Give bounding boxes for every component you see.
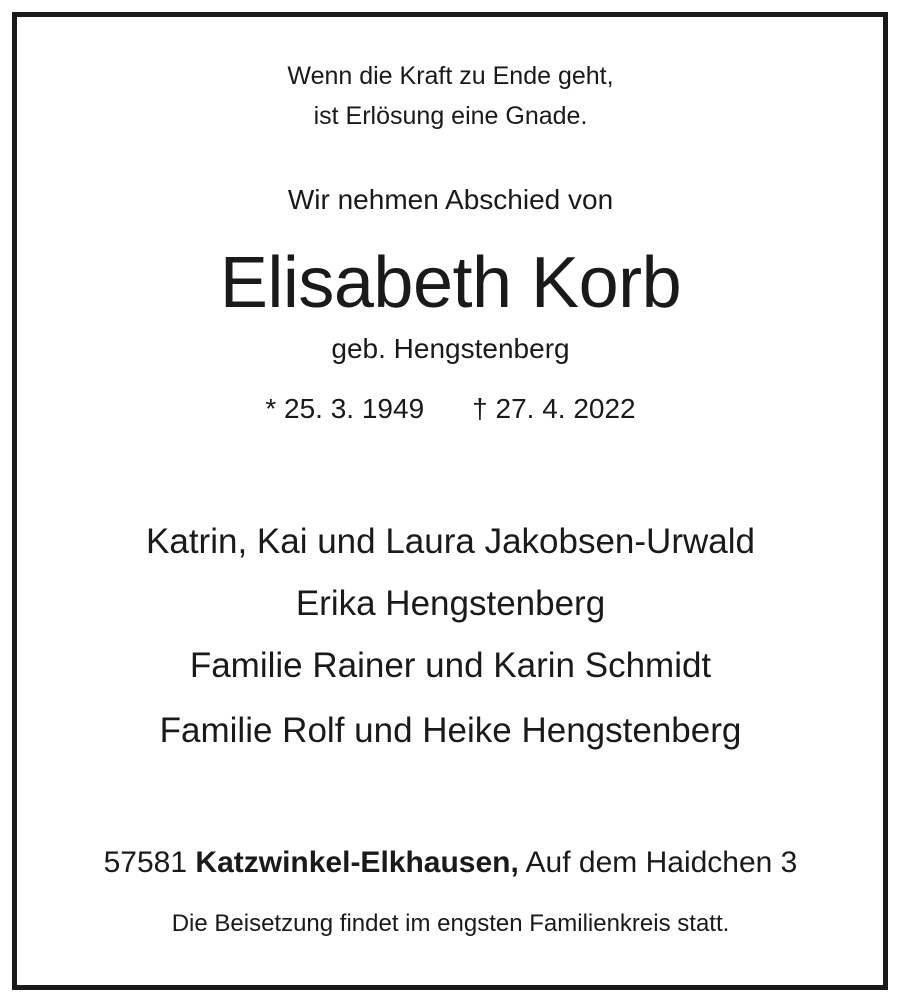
- address-street: Auf dem Haidchen 3: [525, 846, 798, 879]
- mourner-line: Familie Rolf und Heike Hengstenberg: [159, 711, 742, 750]
- mourner-line: Katrin, Kai und Laura Jakobsen-Urwald: [146, 522, 755, 561]
- address-postcode: 57581: [103, 846, 188, 879]
- address-city: Katzwinkel-Elkhausen,: [195, 846, 519, 879]
- intro-text: Wir nehmen Abschied von: [287, 184, 614, 215]
- birth-date: * 25. 3. 1949: [265, 393, 425, 424]
- life-dates: [0, 395, 901, 423]
- death-date: † 27. 4. 2022: [472, 393, 636, 424]
- motto-line-1: Wenn die Kraft zu Ende geht,: [287, 62, 614, 90]
- family-address: [0, 848, 901, 878]
- maiden-name: geb. Hengstenberg: [331, 333, 570, 364]
- motto-line-2: ist Erlösung eine Gnade.: [313, 102, 588, 130]
- deceased-name: Elisabeth Korb: [219, 243, 682, 323]
- mourner-line: Erika Hengstenberg: [295, 584, 606, 623]
- mourner-line: Familie Rainer und Karin Schmidt: [189, 646, 712, 685]
- burial-note: Die Beisetzung findet im engsten Familienkreis statt.: [171, 910, 730, 937]
- obituary-border: [12, 12, 888, 990]
